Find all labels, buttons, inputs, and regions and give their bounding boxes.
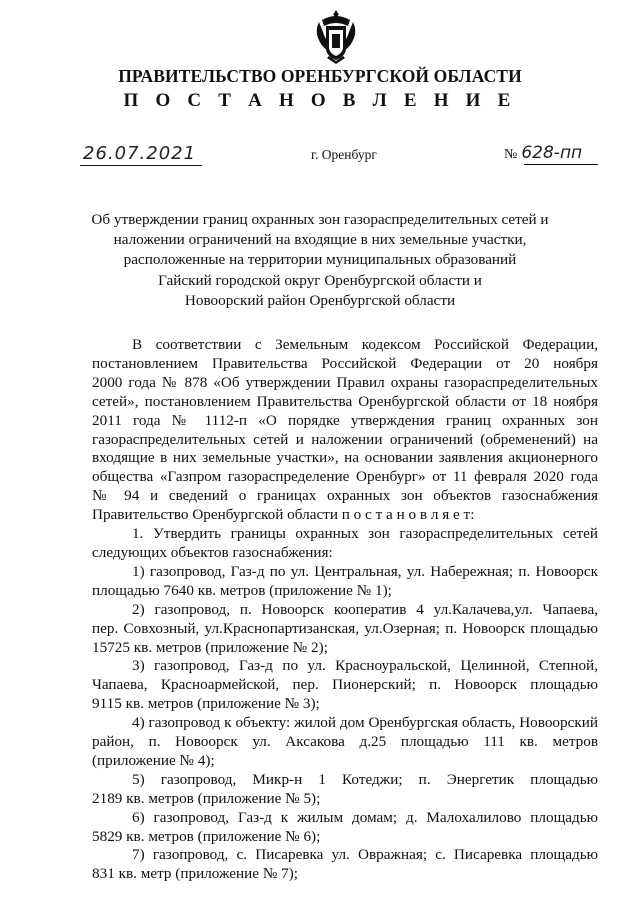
body-line: 5) газопровод, Микр-н 1 Котеджи; п. Энергетик площадью <box>132 770 598 788</box>
body-line: 2011 года № 1112-п «О порядке утверждения границ охранных зон <box>92 411 598 429</box>
body-line: газораспределительных сетей и наложении ограничений (обременений) на <box>92 430 598 448</box>
body-line: постановлением Правительства Российской Федерации от 20 ноября <box>92 354 598 372</box>
body-line: 9115 кв. метров (приложение № 3); <box>92 695 320 713</box>
body-line: следующих объектов газоснабжения: <box>92 543 333 561</box>
body-line: 2189 кв. метров (приложение № 5); <box>92 789 321 807</box>
date-underline <box>80 165 202 166</box>
number-value: 628-пп <box>521 143 583 163</box>
title-line: Новоорский район Оренбургской области <box>184 291 456 309</box>
body-line: 6) газопровод, Газ-д к жилым домам; д. Малохалилово площадью <box>132 808 598 826</box>
title-line: Об утверждении границ охранных зон газораспределительных сетей и <box>91 211 549 228</box>
organization-name: ПРАВИТЕЛЬСТВО ОРЕНБУРГСКОЙ ОБЛАСТИ <box>118 66 522 86</box>
body-line: (приложение № 4); <box>92 751 215 769</box>
document-type: П О С Т А Н О В Л Е Н И Е <box>123 90 517 111</box>
body-line: В соответствии с Земельным кодексом Российской Федерации, <box>132 336 598 353</box>
body-line: сетей», постановлением Правительства Оренбургской области от 18 ноября <box>92 392 598 410</box>
body-line: общества «Газпром газораспределение Оренбург» от 11 февраля 2020 года <box>92 468 598 486</box>
body-line: площадью 7640 кв. метров (приложение № 1); <box>92 581 392 599</box>
body-line: № 94 и сведений о границах охранных зон объектов газоснабжения <box>92 487 598 505</box>
title-line: расположенные на территории муниципальных образований <box>123 251 517 269</box>
body-line: 4) газопровод к объекту: жилой дом Оренбургская область, Новоорский <box>132 714 598 732</box>
title-line: наложении ограничений на входящие в них земельные участки, <box>113 231 527 249</box>
number-prefix: № <box>504 147 518 162</box>
body-line: район, п. Новоорск ул. Аксакова д.25 площадью 111 кв. метров <box>92 733 598 751</box>
document-city: г. Оренбург <box>311 147 377 162</box>
body-line: Чапаева, Красноармейской, пер. Пионерский; п. Новоорск площадью <box>92 676 598 694</box>
body-line: пер. Совхозный, ул.Краснопартизанская, ул.Озерная; п. Новоорск площадью <box>92 619 598 637</box>
document-body <box>92 336 598 884</box>
body-line: 15725 кв. метров (приложение № 2); <box>92 638 328 656</box>
document-title <box>60 210 580 311</box>
body-line: 1) газопровод, Газ-д по ул. Центральная, ул. Набережная; п. Новоорск <box>132 562 598 580</box>
coat-of-arms-icon <box>313 8 359 66</box>
number-underline <box>524 164 598 165</box>
body-line: 7) газопровод, с. Писаревка ул. Овражная; с. Писаревка площадью <box>132 846 598 864</box>
body-line: Правительство Оренбургской области п о с т а н о в л я е т: <box>92 506 475 524</box>
body-line: 5829 кв. метров (приложение № 6); <box>92 827 321 845</box>
body-line: 1. Утвердить границы охранных зон газораспределительных сетей <box>132 525 598 543</box>
title-line: Гайский городской округ Оренбургской области и <box>158 271 482 289</box>
body-line: 2000 года № 878 «Об утверждении Правил охраны газораспределительных <box>92 373 598 391</box>
body-line: 3) газопровод, Газ-д по ул. Красноуральской, Целинной, Степной, <box>132 657 598 675</box>
body-line: 831 кв. метр (приложение № 7); <box>92 865 298 883</box>
document-date: 26.07.2021 <box>83 143 197 164</box>
document-number <box>504 143 582 163</box>
body-line: 2) газопровод, п. Новоорск кооператив 4 ул.Калачева,ул. Чапаева, <box>132 600 598 618</box>
body-line: входящие в них земельные участки», на основании заявления акционерного <box>92 449 598 467</box>
